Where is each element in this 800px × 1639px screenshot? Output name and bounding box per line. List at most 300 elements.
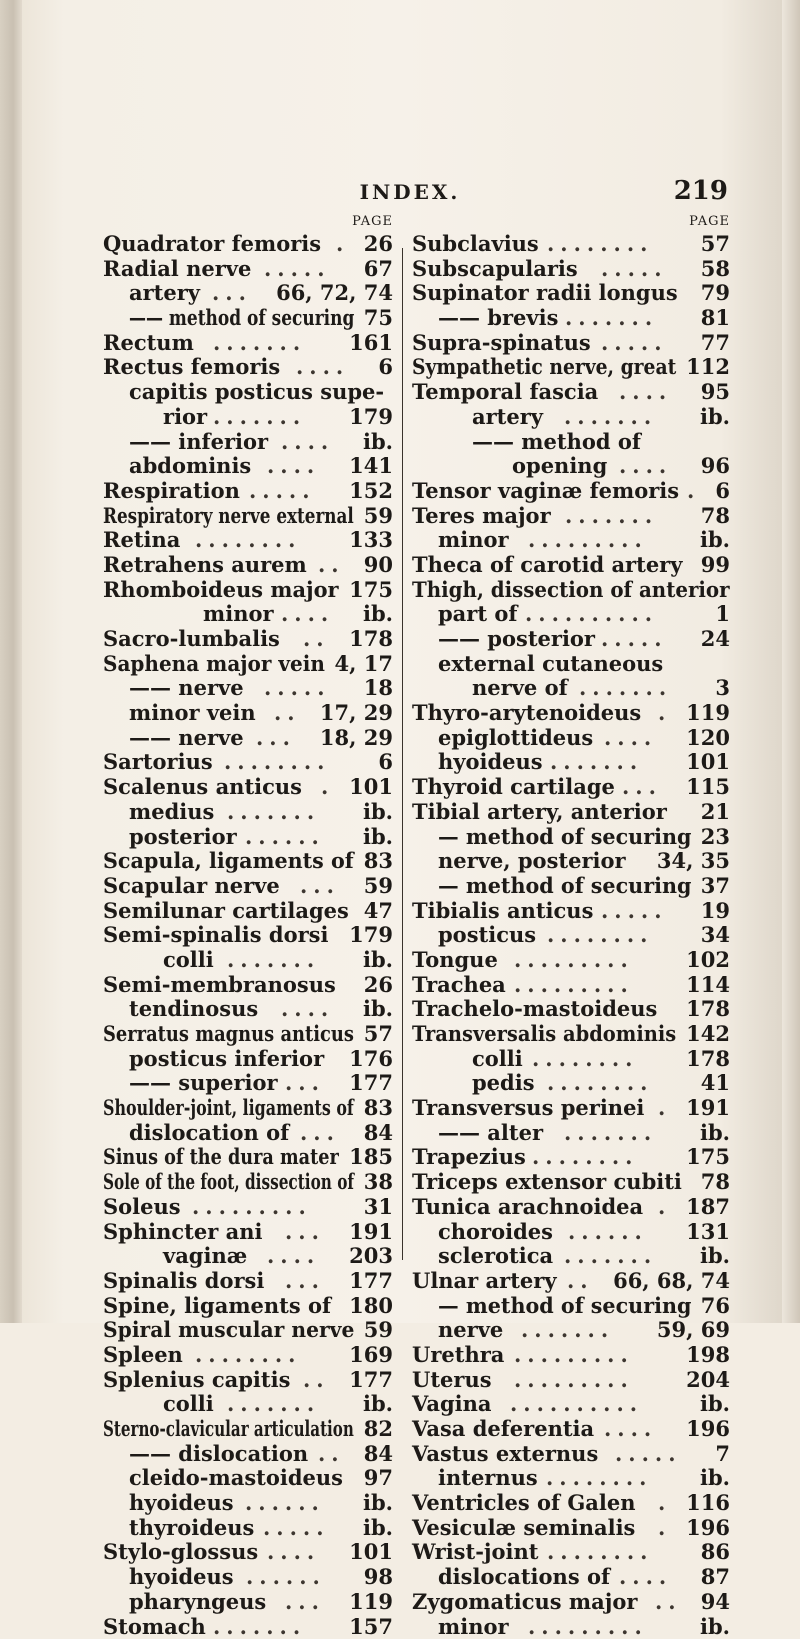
index-page-ref: ib. xyxy=(363,430,393,455)
index-entry xyxy=(412,652,730,677)
dot-leader: ........ xyxy=(547,1540,654,1565)
index-entry xyxy=(103,528,393,553)
index-page-ref: 47 xyxy=(364,899,393,924)
dot-leader: ..... xyxy=(601,899,668,924)
index-page-ref: 119 xyxy=(349,1590,393,1615)
index-page-ref: 87 xyxy=(701,1565,730,1590)
dot-leader: .... xyxy=(604,726,657,751)
index-entry xyxy=(103,1368,393,1393)
dot-leader: .... xyxy=(604,1417,657,1442)
index-entry xyxy=(412,849,730,874)
index-entry-list xyxy=(412,232,730,1639)
index-term: minor xyxy=(438,1615,509,1639)
dot-leader: .. xyxy=(303,627,330,652)
index-page-ref: 98 xyxy=(364,1565,393,1590)
index-entry xyxy=(103,331,393,356)
index-page-ref: ib. xyxy=(363,602,393,627)
dot-leader: .. xyxy=(303,1368,330,1393)
index-page-ref: ib. xyxy=(363,1491,393,1516)
index-entry xyxy=(103,405,393,430)
index-page-ref: 4, 17 xyxy=(335,652,393,677)
index-term: Semilunar cartilages xyxy=(103,899,349,924)
index-term: — method of securing xyxy=(438,1294,691,1319)
index-page-ref: 196 xyxy=(686,1516,730,1541)
index-entry xyxy=(412,1096,730,1121)
dot-leader: .... xyxy=(281,602,334,627)
index-page-ref: 101 xyxy=(686,750,730,775)
index-entry xyxy=(412,1491,730,1516)
dot-leader: ..... xyxy=(601,331,668,356)
index-column-left xyxy=(103,212,393,1292)
index-page-ref: 178 xyxy=(686,997,730,1022)
index-page-ref: 59 xyxy=(364,504,393,529)
index-entry xyxy=(412,1368,730,1393)
index-term: Trachelo-mastoideus xyxy=(412,997,657,1022)
index-page-ref: 57 xyxy=(364,1022,393,1047)
index-term: Supra-spinatus xyxy=(412,331,591,356)
index-page-ref: ib. xyxy=(700,1121,730,1146)
index-entry xyxy=(103,775,393,800)
dot-leader: ... xyxy=(622,775,662,800)
dot-leader: ... xyxy=(285,1071,325,1096)
index-page-ref: 179 xyxy=(349,405,393,430)
index-term: Spine, ligaments of xyxy=(103,1294,331,1319)
index-entry xyxy=(412,331,730,356)
index-entry xyxy=(103,973,393,998)
dot-leader: ........ xyxy=(532,1047,639,1072)
index-term: Spinalis dorsi xyxy=(103,1269,264,1294)
dot-leader: ....... xyxy=(579,676,672,701)
index-page-ref: 179 xyxy=(349,923,393,948)
index-term: Rectus femoris xyxy=(103,355,280,380)
index-page-ref: 59, 69 xyxy=(657,1318,730,1343)
index-term: Respiratory nerve external xyxy=(103,504,354,529)
index-page-ref: ib. xyxy=(363,825,393,850)
index-term: Thyro-arytenoideus xyxy=(412,701,641,726)
index-entry xyxy=(103,1417,393,1442)
index-page-ref: 177 xyxy=(349,1368,393,1393)
dot-leader: ....... xyxy=(564,1244,657,1269)
index-entry xyxy=(412,1071,730,1096)
index-term: Vagina xyxy=(412,1392,492,1417)
dot-leader: ......... xyxy=(528,528,648,553)
index-term: artery xyxy=(472,405,543,430)
index-entry xyxy=(103,627,393,652)
index-entry xyxy=(103,257,393,282)
index-term: hyoideus xyxy=(438,750,543,775)
index-term: Rhomboideus major xyxy=(103,578,339,603)
dot-leader: ...... xyxy=(245,1491,325,1516)
index-entry xyxy=(412,380,730,405)
index-page-ref: 67 xyxy=(364,257,393,282)
dot-leader: ........ xyxy=(547,923,654,948)
index-page-ref: 83 xyxy=(364,1096,393,1121)
dot-leader: ....... xyxy=(213,331,306,356)
index-entry xyxy=(103,726,393,751)
index-page-ref: 203 xyxy=(349,1244,393,1269)
dot-leader: ....... xyxy=(550,750,643,775)
index-term: —— superior xyxy=(129,1071,278,1096)
index-term: posterior xyxy=(129,825,237,850)
index-term: —— inferior xyxy=(129,430,268,455)
index-term: pedis xyxy=(472,1071,535,1096)
index-term: hyoideus xyxy=(129,1491,234,1516)
index-page-ref: 26 xyxy=(364,973,393,998)
index-term: —— posterior xyxy=(438,627,595,652)
index-term: Triceps extensor cubiti xyxy=(412,1170,682,1195)
index-term: colli xyxy=(472,1047,523,1072)
dot-leader: . xyxy=(687,479,700,504)
index-entry xyxy=(412,997,730,1022)
index-term: Vastus externus xyxy=(412,1442,598,1467)
index-term: Transversus perinei xyxy=(412,1096,644,1121)
index-page-ref: 6 xyxy=(715,479,730,504)
index-page-ref: 133 xyxy=(349,528,393,553)
dot-leader: .... xyxy=(267,1540,320,1565)
dot-leader: . xyxy=(658,1096,671,1121)
index-entry xyxy=(412,1195,730,1220)
index-page-ref: 41 xyxy=(701,1071,730,1096)
index-entry xyxy=(412,973,730,998)
index-entry xyxy=(103,578,393,603)
index-page-ref: 175 xyxy=(686,1145,730,1170)
index-term: Semi-membranosus xyxy=(103,973,336,998)
index-page-ref: 97 xyxy=(364,1466,393,1491)
dot-leader: ...... xyxy=(245,825,325,850)
index-page-ref: 21 xyxy=(701,800,730,825)
dot-leader: ...... xyxy=(568,1220,648,1245)
index-page-ref: 142 xyxy=(686,1022,730,1047)
index-page-ref: 101 xyxy=(349,1540,393,1565)
index-entry xyxy=(103,923,393,948)
index-term: Transversalis abdominis xyxy=(412,1022,676,1047)
dot-leader: ..... xyxy=(263,1516,330,1541)
index-entry xyxy=(412,701,730,726)
index-page-ref: 18 xyxy=(364,676,393,701)
dot-leader: .... xyxy=(267,1244,320,1269)
dot-leader: . xyxy=(336,232,349,257)
dot-leader: ........ xyxy=(547,232,654,257)
index-page-ref: 114 xyxy=(686,973,730,998)
index-term: Vasa deferentia xyxy=(412,1417,594,1442)
dot-leader: .. xyxy=(567,1269,594,1294)
index-term: Scapula, ligaments of xyxy=(103,849,354,874)
index-page-ref: 76 xyxy=(701,1294,730,1319)
index-page-ref: ib. xyxy=(363,1516,393,1541)
index-term: Radial nerve xyxy=(103,257,251,282)
index-entry xyxy=(103,1466,393,1491)
index-entry xyxy=(103,1195,393,1220)
index-page-ref: 191 xyxy=(349,1220,393,1245)
index-entry xyxy=(103,281,393,306)
page-title: INDEX. xyxy=(100,180,720,204)
index-term: thyroideus xyxy=(129,1516,254,1541)
index-page-ref: ib. xyxy=(363,948,393,973)
index-entry-list xyxy=(103,232,393,1639)
dot-leader: ........ xyxy=(532,1145,639,1170)
index-term: dislocations of xyxy=(438,1565,610,1590)
index-term: — method of securing xyxy=(438,825,691,850)
index-page-ref: 169 xyxy=(349,1343,393,1368)
index-page-ref: ib. xyxy=(363,800,393,825)
index-page-ref: 152 xyxy=(349,479,393,504)
index-page-ref: 59 xyxy=(364,874,393,899)
dot-leader: ........ xyxy=(546,1466,653,1491)
index-term: —— dislocation xyxy=(129,1442,308,1467)
index-page-ref: 78 xyxy=(701,1170,730,1195)
dot-leader: .... xyxy=(267,454,320,479)
index-term: artery xyxy=(129,281,200,306)
index-page-ref: 115 xyxy=(686,775,730,800)
index-entry xyxy=(103,504,393,529)
dot-leader: ...... xyxy=(246,1565,326,1590)
dot-leader: ......... xyxy=(514,1343,634,1368)
index-term: nerve xyxy=(438,1318,503,1343)
index-page-ref: ib. xyxy=(700,1466,730,1491)
index-entry xyxy=(412,1121,730,1146)
index-entry xyxy=(412,899,730,924)
index-term: Retrahens aurem xyxy=(103,553,307,578)
index-term: capitis posticus supe- xyxy=(129,380,384,405)
index-page-ref: 19 xyxy=(701,899,730,924)
index-entry xyxy=(412,479,730,504)
index-term: —— alter xyxy=(438,1121,543,1146)
index-page-ref: 131 xyxy=(686,1220,730,1245)
index-term: —— method of xyxy=(472,430,641,455)
index-term: Supinator radii longus xyxy=(412,281,678,306)
index-entry xyxy=(412,1565,730,1590)
index-entry xyxy=(412,1318,730,1343)
index-page-ref: 157 xyxy=(349,1615,393,1639)
dot-leader: ..... xyxy=(601,257,668,282)
index-page-ref: 34, 35 xyxy=(657,849,730,874)
dot-leader: ....... xyxy=(213,1615,306,1639)
index-entry xyxy=(412,355,730,380)
index-entry xyxy=(412,1343,730,1368)
index-term: —— nerve xyxy=(129,726,244,751)
page-column-label: PAGE xyxy=(412,212,730,232)
index-entry xyxy=(412,1466,730,1491)
index-term: Subclavius xyxy=(412,232,539,257)
index-term: minor vein xyxy=(129,701,256,726)
index-page-ref: 141 xyxy=(349,454,393,479)
dot-leader: .... xyxy=(296,355,349,380)
index-term: Thyroid cartilage xyxy=(412,775,615,800)
index-page-ref: ib. xyxy=(700,528,730,553)
dot-leader: ....... xyxy=(227,1392,320,1417)
index-term: part of xyxy=(438,602,517,627)
index-entry xyxy=(103,1096,393,1121)
index-term: colli xyxy=(163,948,214,973)
index-entry xyxy=(103,997,393,1022)
index-entry xyxy=(103,1047,393,1072)
index-page-ref: 31 xyxy=(364,1195,393,1220)
index-term: pharyngeus xyxy=(129,1590,266,1615)
dot-leader: ....... xyxy=(213,405,306,430)
index-entry xyxy=(412,553,730,578)
index-term: cleido-mastoideus xyxy=(129,1466,343,1491)
index-term: rior xyxy=(163,405,207,430)
index-page-ref: 66, 72, 74 xyxy=(276,281,393,306)
index-page-ref: 178 xyxy=(686,1047,730,1072)
index-term: Sterno-clavicular articulation xyxy=(103,1417,354,1442)
index-term: external cutaneous xyxy=(438,652,663,677)
dot-leader: . xyxy=(321,775,334,800)
index-term: Respiration xyxy=(103,479,240,504)
index-term: Sphincter ani xyxy=(103,1220,262,1245)
index-page-ref: 161 xyxy=(349,331,393,356)
index-term: colli xyxy=(163,1392,214,1417)
dot-leader: ..... xyxy=(615,1442,682,1467)
index-entry xyxy=(412,430,730,455)
index-page-ref: 6 xyxy=(378,355,393,380)
index-page-ref: 95 xyxy=(701,380,730,405)
index-entry xyxy=(103,1294,393,1319)
index-page-ref: 204 xyxy=(686,1368,730,1393)
index-page-ref: 38 xyxy=(364,1170,393,1195)
dot-leader: ....... xyxy=(564,405,657,430)
index-term: —— nerve xyxy=(129,676,244,701)
index-page-ref: 7 xyxy=(715,1442,730,1467)
index-term: Zygomaticus major xyxy=(412,1590,637,1615)
index-page-ref: 1 xyxy=(715,602,730,627)
index-entry xyxy=(412,454,730,479)
index-entry xyxy=(412,825,730,850)
index-term: Temporal fascia xyxy=(412,380,598,405)
index-page-ref: ib. xyxy=(700,1244,730,1269)
index-page-ref: 83 xyxy=(364,849,393,874)
dot-leader: ....... xyxy=(565,306,658,331)
dot-leader: . xyxy=(658,1516,671,1541)
index-entry xyxy=(103,849,393,874)
dot-leader: ........ xyxy=(195,528,302,553)
index-term: Sole of the foot, dissection of xyxy=(103,1170,354,1195)
index-page-ref: 86 xyxy=(701,1540,730,1565)
index-term: Tensor vaginæ femoris xyxy=(412,479,679,504)
index-entry xyxy=(103,874,393,899)
index-column-right xyxy=(412,212,730,1292)
dot-leader: ... xyxy=(212,281,252,306)
index-page-ref: 175 xyxy=(349,578,393,603)
index-page-ref: 75 xyxy=(364,306,393,331)
index-page-ref: 82 xyxy=(364,1417,393,1442)
dot-leader: .... xyxy=(619,380,672,405)
index-entry xyxy=(412,1170,730,1195)
index-term: hyoideus xyxy=(129,1565,234,1590)
dot-leader: ....... xyxy=(565,504,658,529)
index-entry xyxy=(412,726,730,751)
index-entry xyxy=(412,1417,730,1442)
dot-leader: ..... xyxy=(601,627,668,652)
dot-leader: .... xyxy=(619,1565,672,1590)
index-page-ref: 180 xyxy=(349,1294,393,1319)
dot-leader: ..... xyxy=(264,257,331,282)
index-page-ref: 78 xyxy=(701,504,730,529)
dot-leader: ........ xyxy=(547,1071,654,1096)
index-term: minor xyxy=(438,528,509,553)
index-entry xyxy=(103,355,393,380)
dot-leader: .. xyxy=(318,1442,345,1467)
index-page-ref: 18, 29 xyxy=(320,726,393,751)
index-page-ref: 178 xyxy=(349,627,393,652)
index-term: Tibial artery, anterior xyxy=(412,800,667,825)
index-term: Saphena major vein xyxy=(103,652,325,677)
page-header xyxy=(100,180,720,210)
index-term: minor xyxy=(203,602,274,627)
index-entry xyxy=(412,1615,730,1639)
index-entry xyxy=(103,306,393,331)
index-term: — method of securing xyxy=(438,874,691,899)
index-page-ref: 24 xyxy=(701,627,730,652)
index-entry xyxy=(103,1318,393,1343)
index-page-ref: 58 xyxy=(701,257,730,282)
index-entry xyxy=(103,602,393,627)
index-term: Teres major xyxy=(412,504,551,529)
index-term: Scalenus anticus xyxy=(103,775,302,800)
index-term: Subscapularis xyxy=(412,257,578,282)
index-term: Shoulder-joint, ligaments of xyxy=(103,1096,354,1121)
index-term: choroides xyxy=(438,1220,553,1245)
index-entry xyxy=(103,1220,393,1245)
dot-leader: ....... xyxy=(564,1121,657,1146)
index-term: sclerotica xyxy=(438,1244,553,1269)
index-entry xyxy=(412,1516,730,1541)
index-page-ref: 77 xyxy=(701,331,730,356)
index-term: —— brevis xyxy=(438,306,558,331)
index-page-ref: 196 xyxy=(686,1417,730,1442)
dot-leader: ... xyxy=(300,1121,340,1146)
index-entry xyxy=(412,1047,730,1072)
index-entry xyxy=(103,825,393,850)
index-entry xyxy=(412,750,730,775)
dot-leader: .. xyxy=(274,701,301,726)
index-page-ref: 90 xyxy=(364,553,393,578)
index-term: Quadrator femoris xyxy=(103,232,321,257)
index-term: Uterus xyxy=(412,1368,492,1393)
index-entry xyxy=(103,899,393,924)
dot-leader: .. xyxy=(655,1590,682,1615)
index-page-ref: 66, 68, 74 xyxy=(613,1269,730,1294)
page-column-label: PAGE xyxy=(103,212,393,232)
index-term: internus xyxy=(438,1466,538,1491)
index-entry xyxy=(412,948,730,973)
dot-leader: . xyxy=(658,1491,671,1516)
index-entry xyxy=(412,1294,730,1319)
index-page-ref: 34 xyxy=(701,923,730,948)
index-entry xyxy=(103,454,393,479)
index-entry xyxy=(103,652,393,677)
index-term: Splenius capitis xyxy=(103,1368,290,1393)
dot-leader: ......... xyxy=(192,1195,312,1220)
index-page-ref: 79 xyxy=(701,281,730,306)
index-term: —— method of securing xyxy=(129,306,354,331)
index-page-ref: 37 xyxy=(701,874,730,899)
dot-leader: ..... xyxy=(264,676,331,701)
index-term: Trachea xyxy=(412,973,506,998)
index-page-ref: 81 xyxy=(701,306,730,331)
index-page-ref: ib. xyxy=(700,1615,730,1639)
dot-leader: .......... xyxy=(510,1392,643,1417)
index-page-ref: 84 xyxy=(364,1442,393,1467)
index-page-ref: 191 xyxy=(686,1096,730,1121)
index-entry xyxy=(103,1442,393,1467)
index-entry xyxy=(103,1269,393,1294)
index-term: Tongue xyxy=(412,948,498,973)
index-entry xyxy=(103,1145,393,1170)
index-term: Urethra xyxy=(412,1343,504,1368)
index-page-ref: 99 xyxy=(701,553,730,578)
index-entry xyxy=(412,874,730,899)
